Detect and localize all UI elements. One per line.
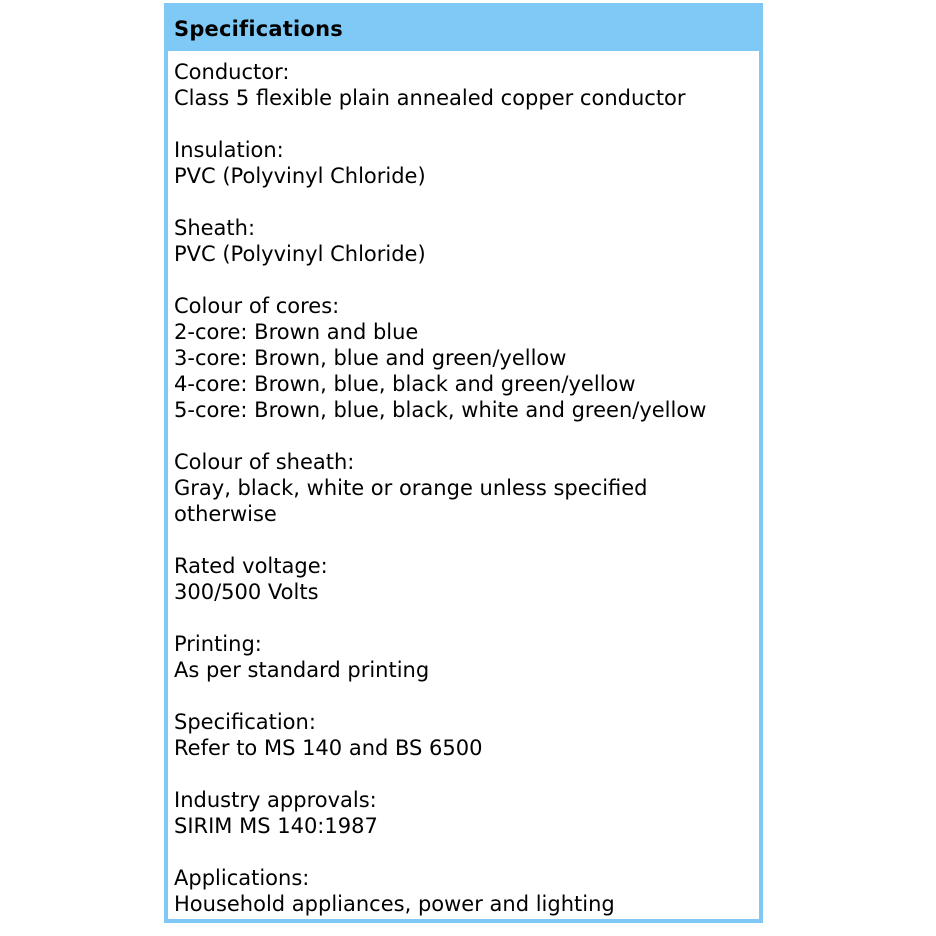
spec-section-industry-approvals [174, 787, 759, 839]
spec-value: 300/500 Volts [174, 580, 319, 604]
spec-label: Insulation: [174, 138, 284, 162]
spec-label: Conductor: [174, 60, 290, 84]
spec-value: PVC (Polyvinyl Chloride) [174, 242, 426, 266]
spec-value: Gray, black, white or orange unless specified otherwise [174, 476, 648, 526]
specifications-panel [164, 3, 763, 923]
spec-section-sheath [174, 215, 759, 267]
spec-label: Industry approvals: [174, 788, 377, 812]
spec-section-specification [174, 709, 759, 761]
spec-value: Household appliances, power and lighting [174, 892, 615, 916]
spec-value: PVC (Polyvinyl Chloride) [174, 164, 426, 188]
spec-label: Printing: [174, 632, 262, 656]
spec-label: Sheath: [174, 216, 256, 240]
spec-label: Colour of sheath: [174, 450, 355, 474]
specifications-title: Specifications [174, 17, 343, 41]
spec-value: 5-core: Brown, blue, black, white and green/yellow [174, 398, 707, 422]
spec-section-applications [174, 865, 759, 917]
spec-value: Refer to MS 140 and BS 6500 [174, 736, 483, 760]
spec-value: As per standard printing [174, 658, 430, 682]
spec-value: SIRIM MS 140:1987 [174, 814, 378, 838]
spec-section-conductor [174, 59, 759, 111]
spec-section-printing [174, 631, 759, 683]
spec-value: 2-core: Brown and blue [174, 320, 419, 344]
specifications-header [168, 7, 759, 51]
specifications-body [168, 51, 759, 917]
spec-label: Specification: [174, 710, 316, 734]
spec-section-insulation [174, 137, 759, 189]
spec-value: 4-core: Brown, blue, black and green/yellow [174, 372, 636, 396]
spec-label: Colour of cores: [174, 294, 340, 318]
spec-section-rated-voltage [174, 553, 759, 605]
spec-value: Class 5 flexible plain annealed copper conductor [174, 86, 686, 110]
spec-label: Applications: [174, 866, 310, 890]
spec-label: Rated voltage: [174, 554, 328, 578]
spec-section-colour-of-sheath [174, 449, 759, 527]
spec-section-colour-of-cores [174, 293, 759, 423]
spec-value: 3-core: Brown, blue and green/yellow [174, 346, 567, 370]
